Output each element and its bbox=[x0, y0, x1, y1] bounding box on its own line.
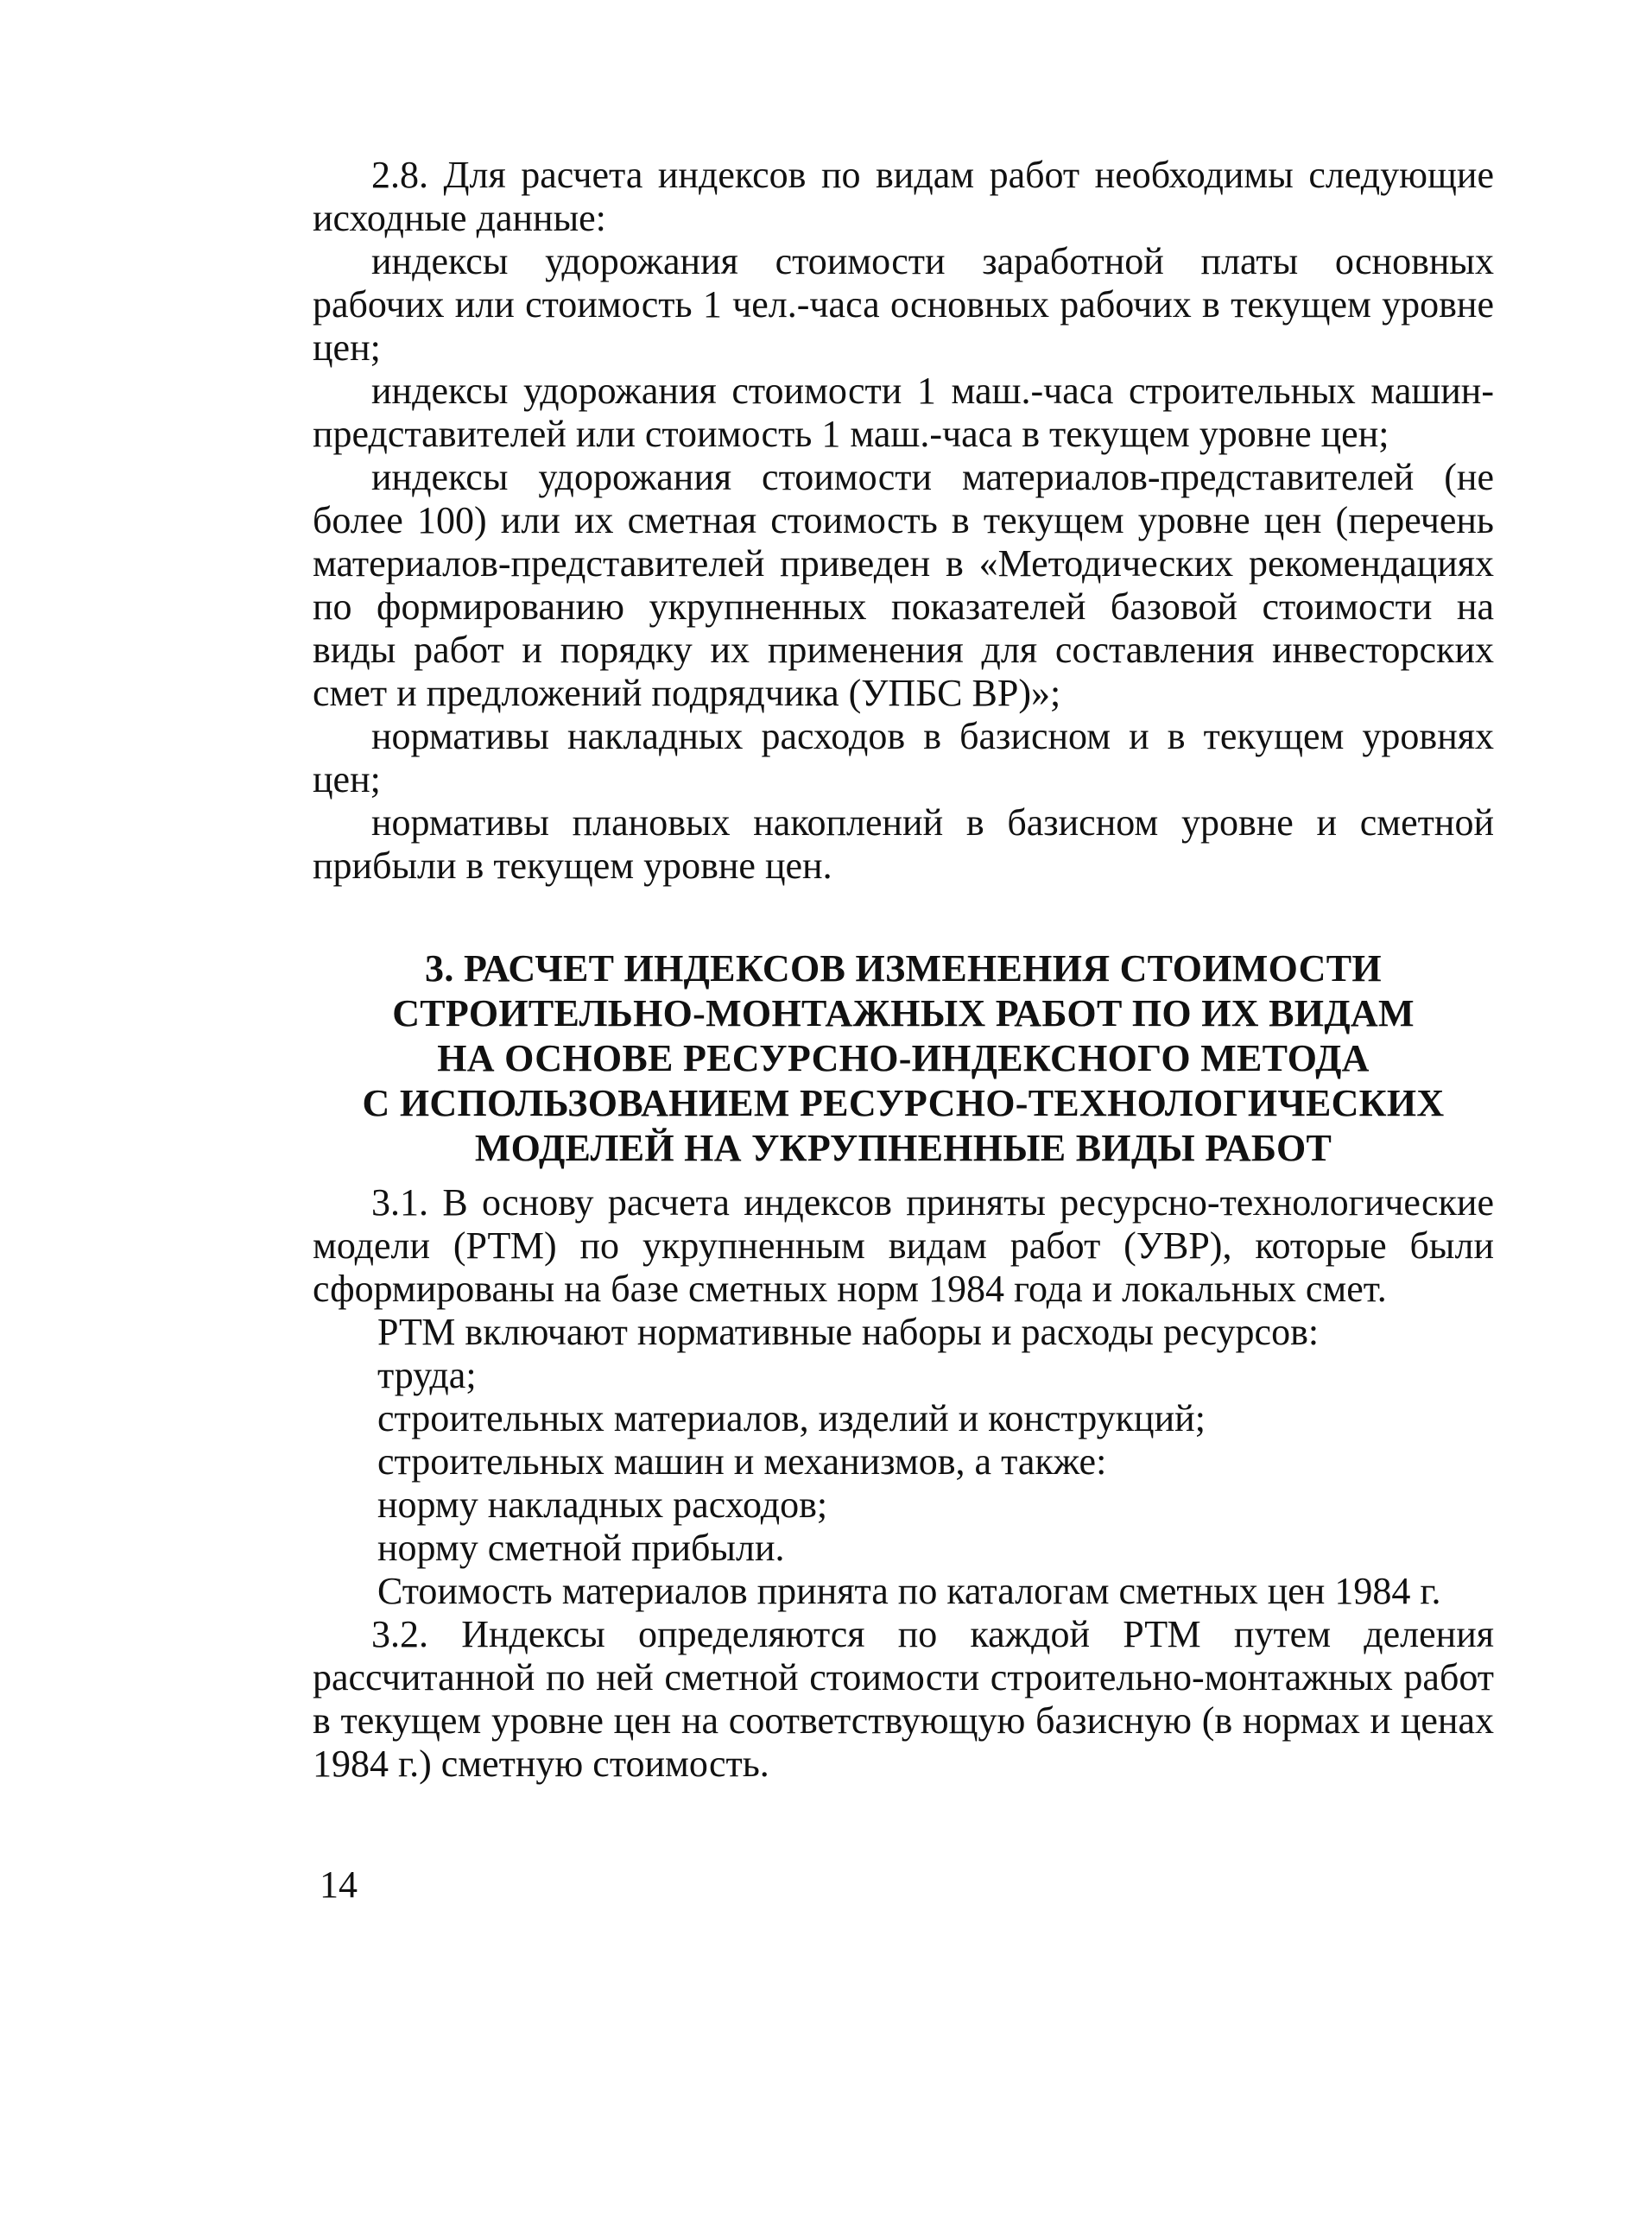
heading-line: СТРОИТЕЛЬНО-МОНТАЖНЫХ РАБОТ ПО ИХ ВИДАМ bbox=[392, 992, 1415, 1034]
rtm-item-overhead: норму накладных расходов; bbox=[377, 1483, 828, 1526]
list-item-materials-index: индексы удорожания стоимости материалов-представителей (не более 100) или их сметная стоимость в текущем уровне цен (перечень материалов-представителей приведен в «Методических рекомендациях по формированию укрупненных показателей базовой стоимости на виды работ и порядку их применения для составления инвесторских смет и предложений подрядчика (УПБС ВР)»; bbox=[313, 456, 1494, 714]
list-item-profit-norms: нормативы плановых накоплений в базисном уровне и сметной прибыли в текущем уровне цен. bbox=[313, 801, 1494, 887]
rtm-intro: РТМ включают нормативные наборы и расходы ресурсов: bbox=[377, 1311, 1320, 1353]
rtm-item-profit: норму сметной прибыли. bbox=[377, 1527, 785, 1569]
rtm-item-labor: труда; bbox=[377, 1354, 477, 1396]
page-content bbox=[313, 154, 1494, 1786]
heading-line: МОДЕЛЕЙ НА УКРУПНЕННЫЕ ВИДЫ РАБОТ bbox=[474, 1127, 1332, 1169]
paragraph-2-8-intro: 2.8. Для расчета индексов по видам работ необходимы следующие исходные данные: bbox=[313, 154, 1494, 239]
list-item-machine-index: индексы удорожания стоимости 1 маш.-часа строительных машин-представителей или стоимость 1 маш.-часа в текущем уровне цен; bbox=[313, 370, 1494, 455]
rtm-item-materials: строительных материалов, изделий и конструкций; bbox=[377, 1397, 1206, 1439]
heading-line: 3. РАСЧЕТ ИНДЕКСОВ ИЗМЕНЕНИЯ СТОИМОСТИ bbox=[425, 947, 1382, 990]
paragraph-3-2: 3.2. Индексы определяются по каждой РТМ путем деления рассчитанной по ней сметной стоимости строительно-монтажных работ в текущем уровне цен на соответствующую базисную (в нормах и ценах 1984 г.) сметную стоимость. bbox=[313, 1613, 1494, 1785]
rtm-item-machines: строительных машин и механизмов, а также: bbox=[377, 1440, 1107, 1483]
heading-line: НА ОСНОВЕ РЕСУРСНО-ИНДЕКСНОГО МЕТОДА bbox=[437, 1037, 1370, 1079]
list-item-overhead-norms: нормативы накладных расходов в базисном и в текущем уровнях цен; bbox=[313, 715, 1494, 800]
materials-price-note: Стоимость материалов принята по каталогам сметных цен 1984 г. bbox=[377, 1570, 1441, 1612]
list-item-labor-index: индексы удорожания стоимости заработной платы основных рабочих или стоимость 1 чел.-часа основных рабочих в текущем уровне цен; bbox=[313, 240, 1494, 369]
paragraph-3-1: 3.1. В основу расчета индексов приняты ресурсно-технологические модели (РТМ) по укрупненным видам работ (УВР), которые были сформированы на базе сметных норм 1984 года и локальных смет. bbox=[313, 1181, 1494, 1310]
heading-line: С ИСПОЛЬЗОВАНИЕМ РЕСУРСНО-ТЕХНОЛОГИЧЕСКИХ bbox=[362, 1082, 1445, 1124]
page-number: 14 bbox=[320, 1863, 358, 1906]
section-3-heading bbox=[313, 946, 1494, 1171]
